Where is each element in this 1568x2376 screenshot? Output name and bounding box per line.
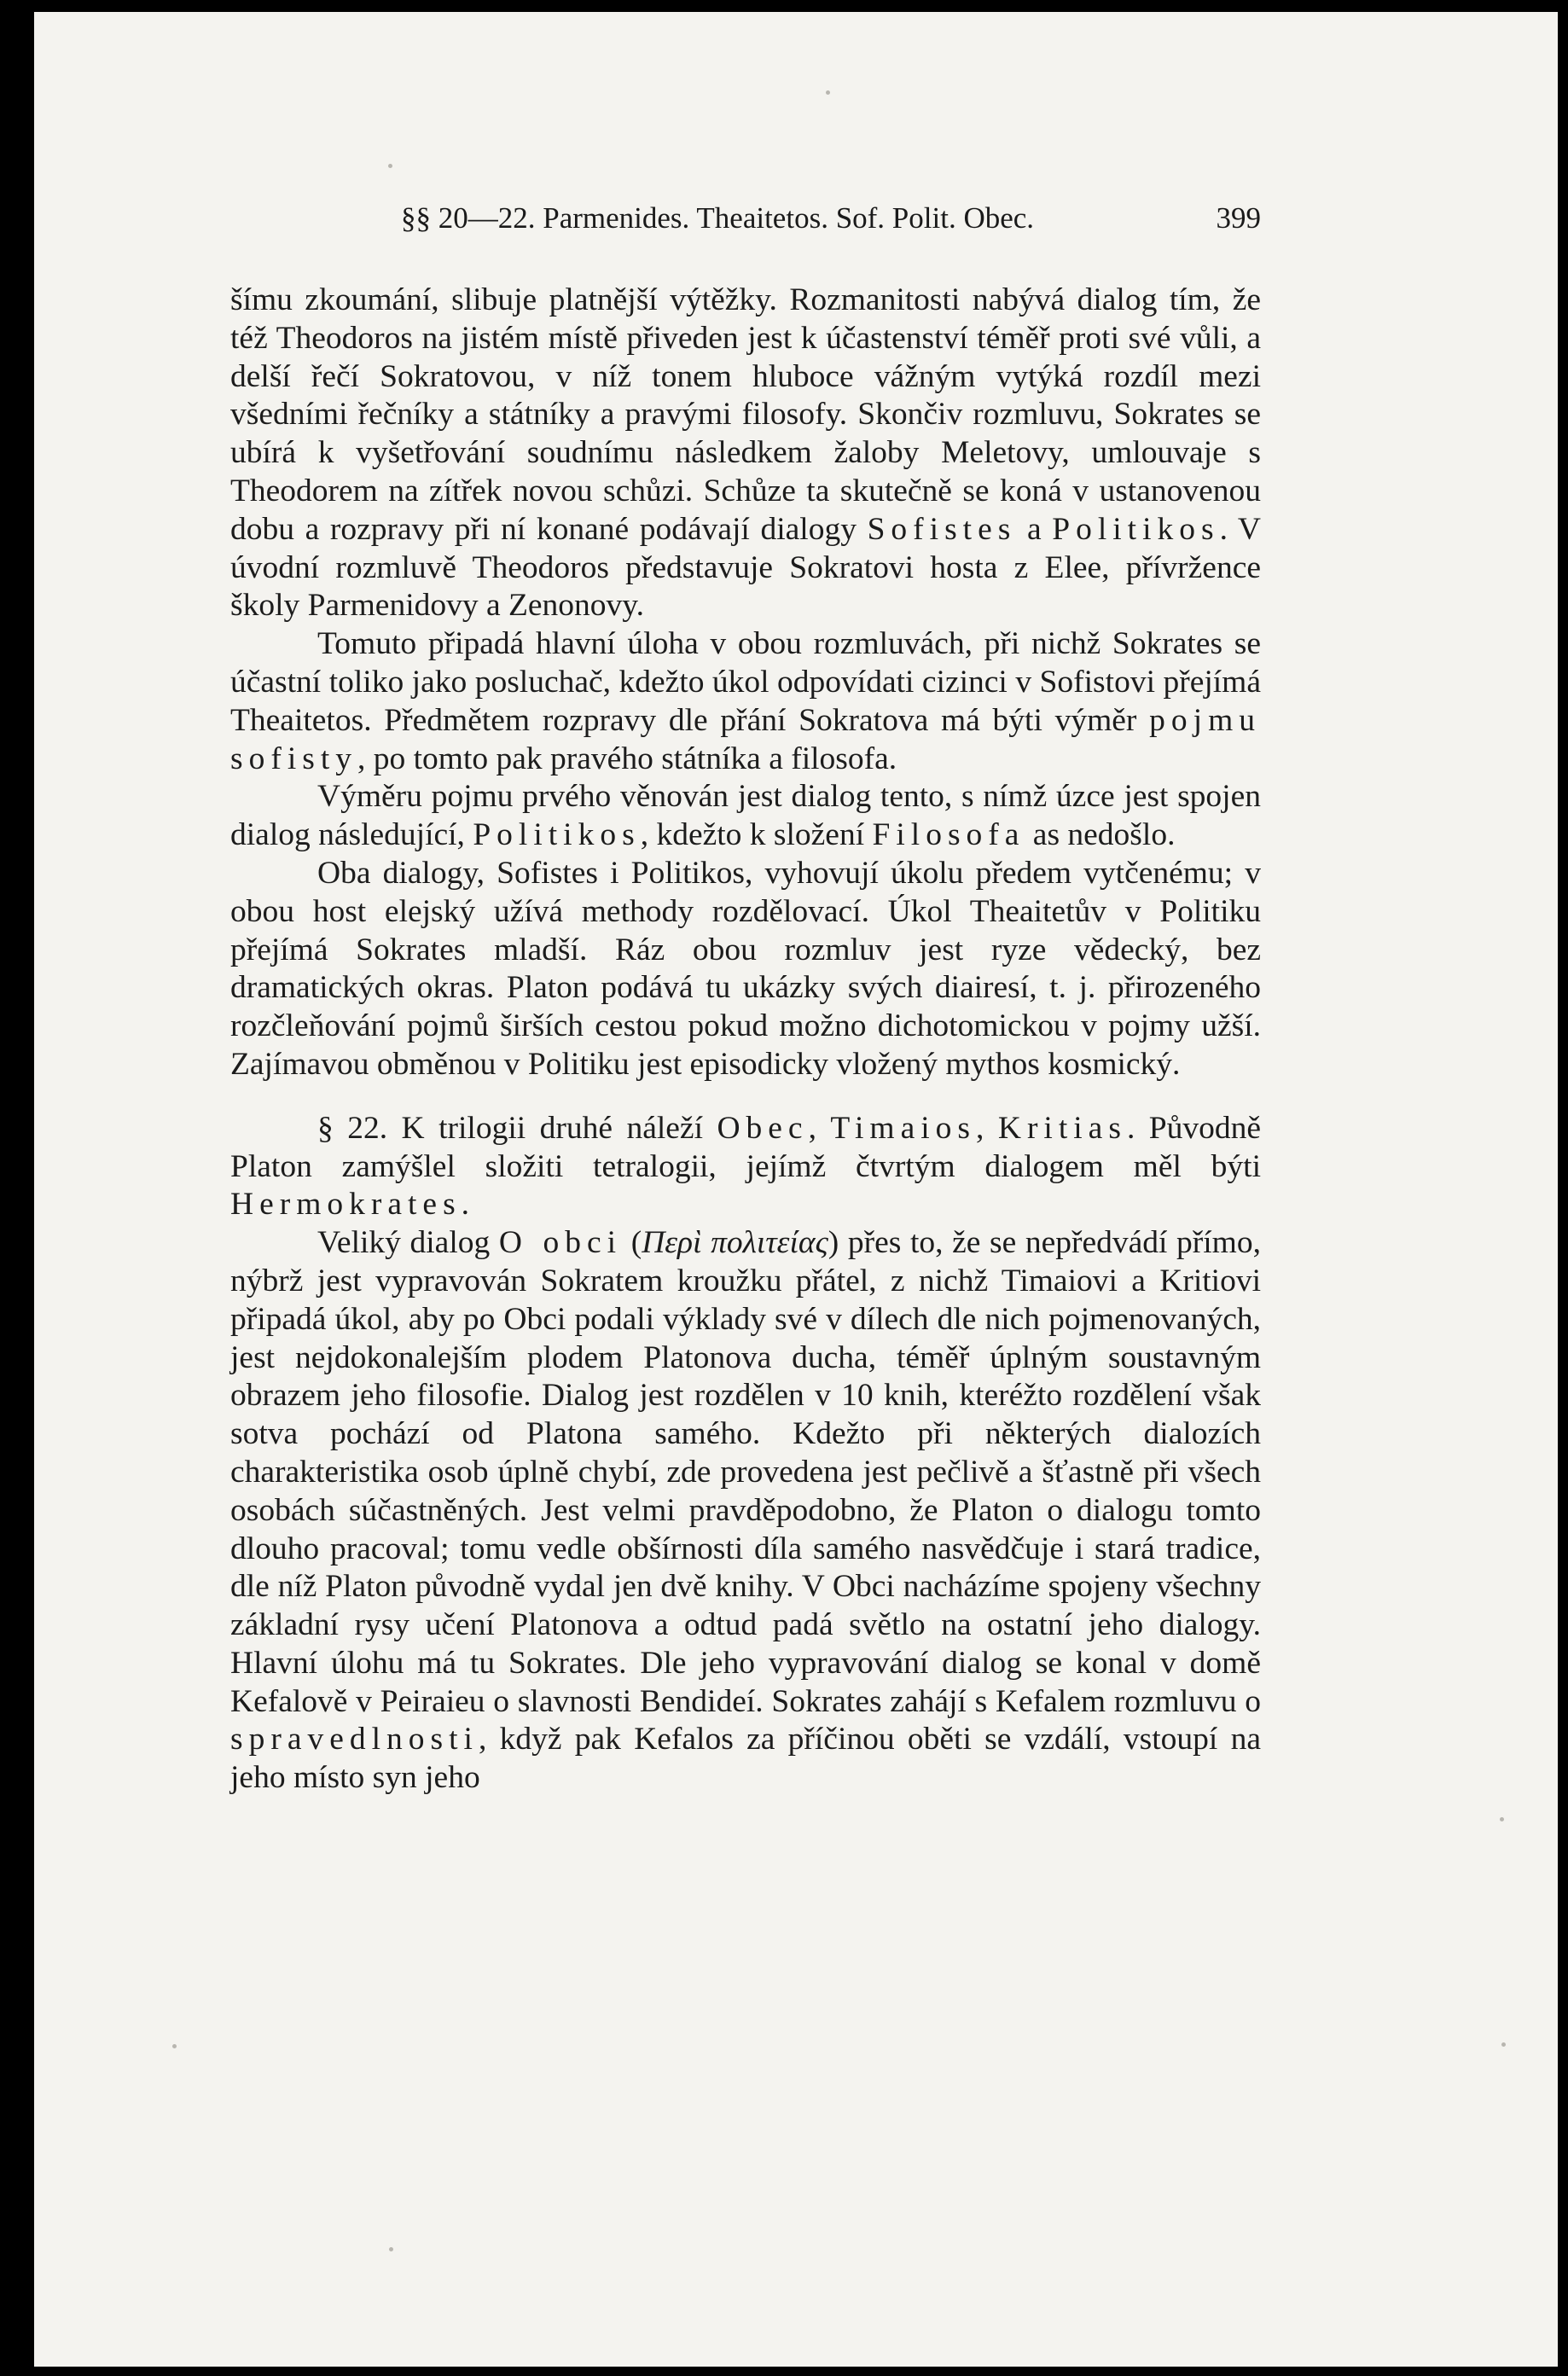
spaced-term: Hermokrates: [230, 1187, 462, 1223]
spaced-term: Politikos: [473, 817, 641, 853]
page-speck: [389, 2247, 393, 2251]
paragraph: Tomuto připadá hlavní úloha v obou rozmluvách, při nichž Sokrates se účastní toliko jako posluchač, kdežto úkol odpovídati cizinci v Sofistovi přejímá Theaitetos. Předmětem rozpravy dle přání Sokratova má býti výměr pojmu sofisty, po tomto pak pravého státníka a filosofa.: [230, 626, 1261, 776]
paragraph: Veliký dialog O obci (Περὶ πολιτείας) přes to, že se nepředvádí přímo, nýbrž jest vypravován Sokratem kroužku přátel, z nichž Timaiovi a Kritiovi připadá úkol, aby po Obci podali výklady své v dílech dle nich pojmenovaných, jest nejdokonalejším plodem Platonova ducha, téměř úplným soustavným obrazem jeho filosofie. Dialog jest rozdělen v 10 knih, kteréžto rozdělení však sotva pochází od Platona samého. Kdežto při některých dialozích charakteristika osob úplně chybí, zde provedena jest pečlivě a šťastně při všech osobách súčastněných. Jest velmi pravděpodobno, že Platon o dialogu tomto dlouho pracoval; tomu vedle obšírnosti díla samého nasvědčuje i stará tradice, dle níž Platon původně vydal jen dvě knihy. V Obci nacházíme spojeny všechny základní rysy učení Platonova a odtud padá světlo na ostatní jeho dialogy. Hlavní úlohu má tu Sokrates. Dle jeho vypravování dialog se konal v domě Kefalově v Peiraieu o slavnosti Bendideí. Sokrates zahájí s Kefalem rozmluvu o spravedlnosti, když pak Kefalos za příčinou oběti se vzdálí, vstoupí na jeho místo syn jeho: [230, 1225, 1261, 1796]
spaced-term: Sofistes: [867, 511, 1017, 547]
page-speck: [1500, 1817, 1504, 1821]
spaced-term: O obci: [498, 1225, 623, 1261]
page-speck: [172, 2044, 177, 2048]
spaced-term: spravedlnosti: [230, 1722, 479, 1757]
spaced-term: Timaios: [830, 1110, 977, 1146]
spaced-term: pojmu sofisty: [230, 702, 1261, 776]
page-number: 399: [1216, 201, 1261, 235]
running-header-title: §§ 20—22. Parmenides. Theaitetos. Sof. Polit. Obec.: [401, 201, 1035, 235]
page-speck: [388, 164, 392, 168]
paragraph: Výměru pojmu prvého věnován jest dialog tento, s nímž úzce jest spojen dialog následující, Politikos, kdežto k složení Filosofa as nedošlo.: [230, 779, 1261, 853]
paragraph: Oba dialogy, Sofistes i Politikos, vyhovují úkolu předem vytčenému; v obou host elejský užívá methody rozdělovací. Úkol Theaitetův v Politiku přejímá Sokrates mladší. Ráz obou rozmluv jest ryze vědecký, bez dramatických okras. Platon podává tu ukázky svých diairesí, t. j. přirozeného rozčleňování pojmů širších cestou pokud možno dichotomickou v pojmy užší. Zajímavou obměnou v Politiku jest episodicky vložený mythos kosmický.: [230, 855, 1261, 1082]
body-text: [230, 282, 1261, 1798]
section-paragraph: § 22. K trilogii druhé náleží Obec, Timaios, Kritias. Původně Platon zamýšlel složiti tetralogii, jejímž čtvrtým dialogem měl býti Hermokrates.: [230, 1110, 1262, 1223]
running-header: [230, 195, 1261, 246]
page-speck: [826, 90, 830, 95]
page-speck: [1501, 2042, 1506, 2047]
spaced-term: Politikos: [1052, 511, 1220, 547]
spaced-term: Filosofa: [872, 817, 1025, 853]
greek-title: Περὶ πολιτείας: [642, 1225, 828, 1261]
paragraph: šímu zkoumání, slibuje platnější výtěžky. Rozmanitosti nabývá dialog tím, že též Theodoros na jistém místě přiveden jest k účastenství téměř proti své vůli, a delší řečí Sokratovou, v níž tonem hluboce vážným vytýká rozdíl mezi všedními řečníky a státníky a pravými filosofy. Skončiv rozmluvu, Sokrates se ubírá k vyšetřování soudnímu následkem žaloby Meletovy, umlouvaje s Theodorem na zítřek novou schůzi. Schůze ta skutečně se koná v ustanovenou dobu a rozpravy při ní konané podávají dialogy Sofistes a Politikos. V úvodní rozmluvě Theodoros představuje Sokratovi hosta z Elee, přívržence školy Parmenidovy a Zenonovy.: [230, 282, 1261, 624]
spaced-term: Kritias: [997, 1110, 1127, 1146]
spaced-term: Obec: [717, 1110, 809, 1146]
